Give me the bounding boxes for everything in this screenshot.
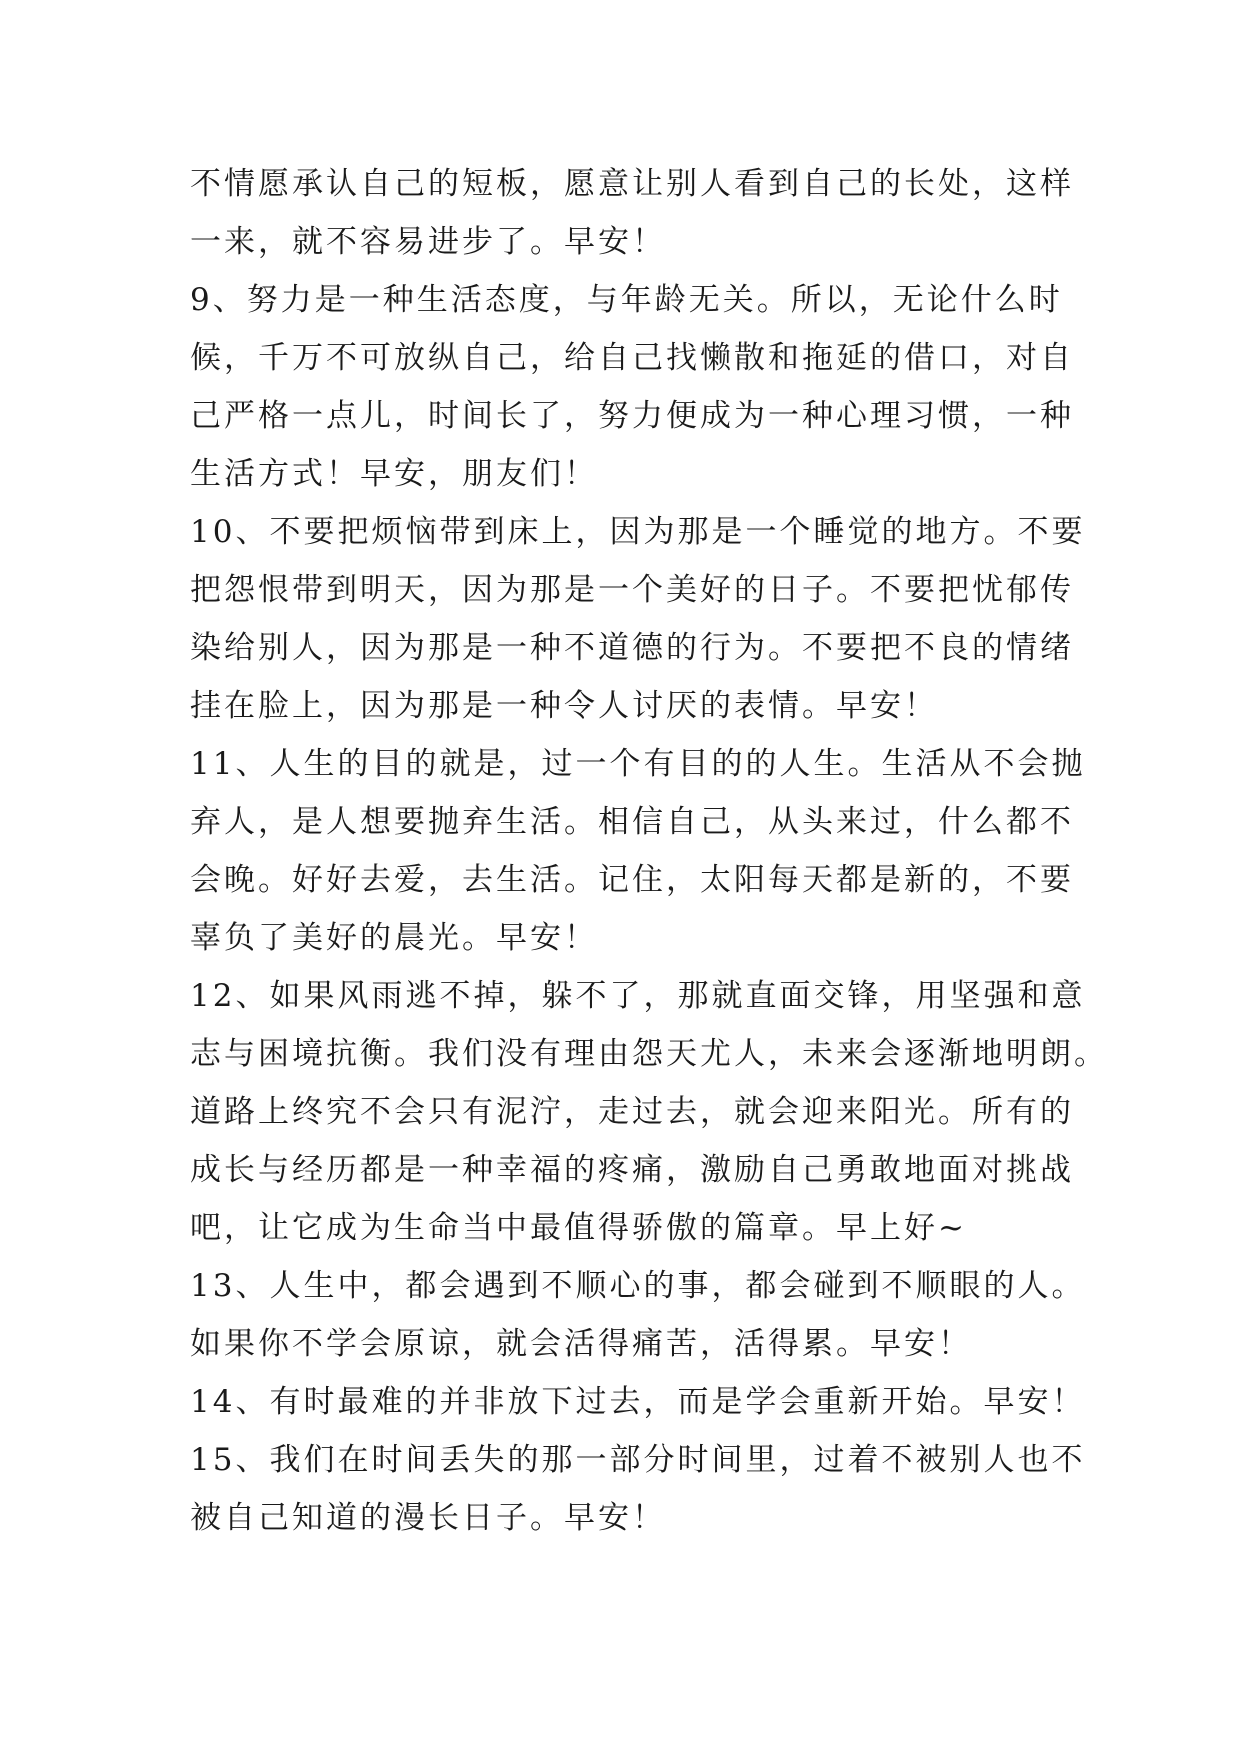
- text-line: 生活方式！早安，朋友们！: [190, 456, 598, 492]
- text-line: 被自己知道的漫长日子。早安！: [190, 1500, 666, 1536]
- document-body: [190, 155, 1108, 1547]
- text-line: 15、我们在时间丢失的那一部分时间里，过着不被别人也不: [190, 1442, 1086, 1478]
- text-line: 12、如果风雨逃不掉，躲不了，那就直面交锋，用坚强和意: [190, 978, 1086, 1014]
- text-line: 挂在脸上，因为那是一种令人讨厌的表情。早安！: [190, 688, 938, 724]
- text-line: 辜负了美好的晨光。早安！: [190, 920, 598, 956]
- text-line: 己严格一点儿，时间长了，努力便成为一种心理习惯，一种: [190, 398, 1074, 434]
- text-line: 弃人，是人想要抛弃生活。相信自己，从头来过，什么都不: [190, 804, 1074, 840]
- text-line: 成长与经历都是一种幸福的疼痛，激励自己勇敢地面对挑战: [190, 1152, 1074, 1188]
- text-line: 14、有时最难的并非放下过去，而是学会重新开始。早安！: [190, 1384, 1086, 1420]
- text-line: 一来，就不容易进步了。早安！: [190, 224, 666, 260]
- text-line: 道路上终究不会只有泥泞，走过去，就会迎来阳光。所有的: [190, 1094, 1074, 1130]
- text-line: 会晚。好好去爱，去生活。记住，太阳每天都是新的，不要: [190, 862, 1074, 898]
- text-line: 如果你不学会原谅，就会活得痛苦，活得累。早安！: [190, 1326, 972, 1362]
- text-line: 志与困境抗衡。我们没有理由怨天尤人，未来会逐渐地明朗。: [190, 1036, 1108, 1072]
- text-line: 13、人生中，都会遇到不顺心的事，都会碰到不顺眼的人。: [190, 1268, 1086, 1304]
- text-line: 9、努力是一种生活态度，与年龄无关。所以，无论什么时: [190, 282, 1063, 318]
- text-line: 11、人生的目的就是，过一个有目的的人生。生活从不会抛: [190, 746, 1086, 782]
- text-line: 吧，让它成为生命当中最值得骄傲的篇章。早上好~: [190, 1210, 967, 1246]
- text-line: 把怨恨带到明天，因为那是一个美好的日子。不要把忧郁传: [190, 572, 1074, 608]
- text-line: 不情愿承认自己的短板，愿意让别人看到自己的长处，这样: [190, 166, 1074, 202]
- text-line: 10、不要把烦恼带到床上，因为那是一个睡觉的地方。不要: [190, 514, 1086, 550]
- text-line: 候，千万不可放纵自己，给自己找懒散和拖延的借口，对自: [190, 340, 1074, 376]
- text-line: 染给别人，因为那是一种不道德的行为。不要把不良的情绪: [190, 630, 1074, 666]
